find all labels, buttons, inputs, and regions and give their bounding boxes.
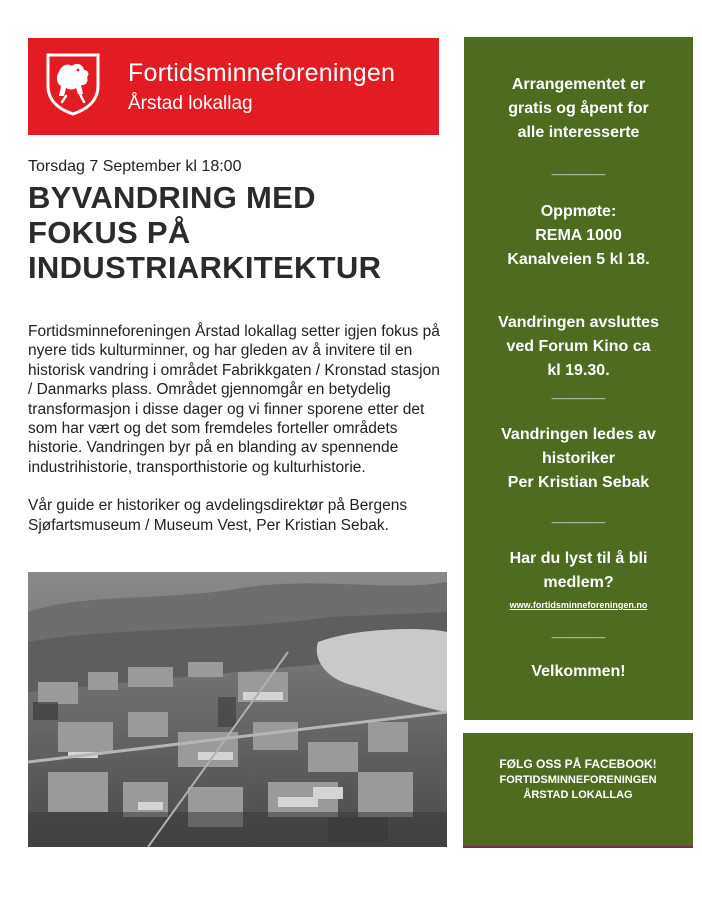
event-title-line: BYVANDRING MED — [28, 180, 316, 215]
ending-line: Vandringen avsluttes — [498, 314, 659, 331]
separator: ______ — [551, 508, 606, 525]
guide-paragraph: Vår guide er historiker og avdelingsdirektør på Bergens Sjøfartsmuseum / Museum Vest, Per Kristian Sebak. — [28, 497, 408, 534]
info-panel — [464, 37, 693, 720]
event-title-line: INDUSTRIARKITEKTUR — [28, 250, 382, 285]
separator: ______ — [551, 160, 606, 177]
meeting-line: Kanalveien 5 kl 18. — [507, 251, 650, 268]
meeting-line: Oppmøte: — [540, 203, 617, 220]
member-line: medlem? — [543, 574, 614, 591]
event-title — [28, 180, 448, 285]
meeting-line: REMA 1000 — [535, 227, 622, 244]
welcome-text: Velkommen! — [531, 663, 626, 680]
heraldic-lion-shield-icon — [45, 52, 101, 116]
aerial-city-photo — [28, 572, 447, 847]
org-name: Fortidsminneforeningen — [128, 59, 396, 87]
website-link[interactable]: www.fortidsminneforeningen.no — [509, 600, 648, 610]
intro-block — [464, 73, 693, 145]
meeting-block — [464, 200, 693, 272]
facebook-page-name — [463, 773, 693, 803]
member-block — [464, 547, 693, 595]
description-paragraph: Fortidsminneforeningen Årstad lokallag setter igjen fokus på nyere tids kulturminner, og har gleden av å invitere til en historisk vandring i området Fabrikkgaten / Kronstad stasjon / Danmarks plass. Området gjennomgår en betydelig transformasjon i disse dager og vi finner sporene etter det som har vært og det som fremdeles forteller områdets historie. Vandringen byr på en blanding av spennende industrihistorie, transporthistorie og kulturhistorie. — [28, 323, 440, 476]
guide-line: Vandringen ledes av — [501, 426, 656, 443]
separator: ______ — [551, 384, 606, 401]
intro-line: alle interesserte — [517, 124, 640, 141]
event-date: Torsdag 7 September kl 18:00 — [28, 158, 242, 175]
facebook-title: FØLG OSS PÅ FACEBOOK! — [499, 757, 657, 771]
event-title-line: FOKUS PÅ — [28, 215, 191, 250]
intro-line: gratis og åpent for — [508, 100, 649, 117]
member-line: Har du lyst til å bli — [509, 550, 648, 567]
intro-line: Arrangementet er — [511, 76, 646, 93]
guide-block — [464, 423, 693, 495]
ending-line: ved Forum Kino ca — [506, 338, 651, 355]
ending-block — [464, 311, 693, 383]
event-description — [28, 322, 440, 554]
ending-line: kl 19.30. — [547, 362, 610, 379]
guide-line: Per Kristian Sebak — [507, 474, 650, 491]
header-banner — [28, 38, 439, 135]
facebook-panel[interactable] — [463, 733, 693, 848]
separator: ______ — [551, 623, 606, 640]
branch-name: Årstad lokallag — [128, 93, 253, 114]
facebook-line: FORTIDSMINNEFORENINGEN — [499, 774, 657, 786]
facebook-line: ÅRSTAD LOKALLAG — [523, 789, 633, 801]
guide-line: historiker — [542, 450, 615, 467]
